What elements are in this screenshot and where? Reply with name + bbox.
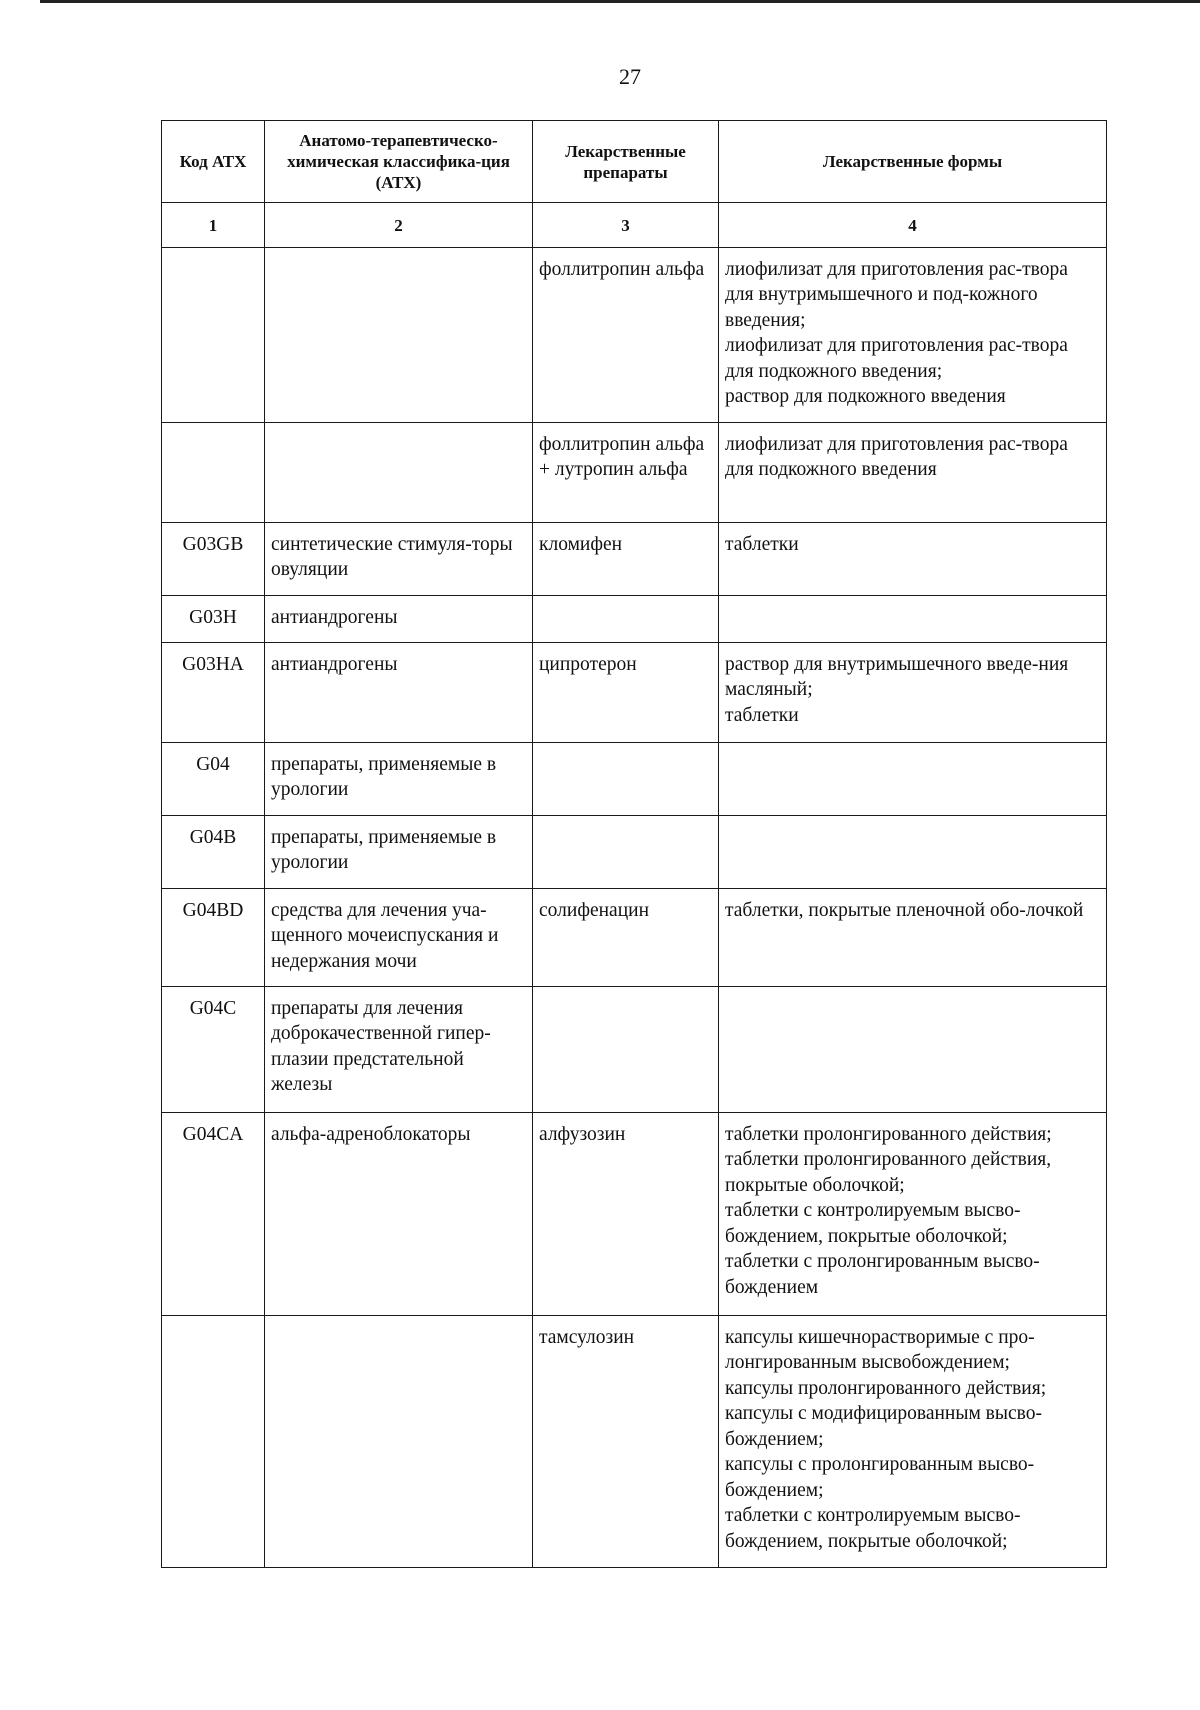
- drug-cell: ципротерон: [533, 642, 719, 742]
- table-row: [162, 642, 1107, 742]
- table-row: [162, 422, 1107, 522]
- dosage-form-entry: капсулы пролонгированного действия;: [725, 1377, 1047, 1399]
- atx-classification-cell: [265, 247, 533, 422]
- drug-cell: [533, 595, 719, 642]
- atx-classification-cell: препараты для лечения доброкачественной гипер-плазии предстательной железы: [265, 986, 533, 1112]
- atx-code-cell: [162, 247, 265, 422]
- dosage-forms-cell: [719, 1315, 1107, 1567]
- atx-code-cell: G03HA: [162, 642, 265, 742]
- dosage-form-entry: лиофилизат для приготовления рас-твора для внутримышечного и под-кожного введения;: [725, 258, 1068, 331]
- dosage-form-entry: таблетки с пролонгированным высво-бождением: [725, 1251, 1040, 1298]
- dosage-form-entry: таблетки: [725, 704, 799, 726]
- column-number-row: [162, 203, 1107, 248]
- atx-classification-cell: препараты, применяемые в урологии: [265, 815, 533, 888]
- atx-code-cell: [162, 1315, 265, 1567]
- dosage-forms-cell: [719, 742, 1107, 815]
- dosage-forms-cell: [719, 815, 1107, 888]
- atx-code-cell: G04BD: [162, 888, 265, 986]
- dosage-forms-cell: [719, 247, 1107, 422]
- dosage-form-entry: таблетки пролонгированного действия;: [725, 1123, 1052, 1145]
- table-row: [162, 1112, 1107, 1315]
- drug-cell: кломифен: [533, 522, 719, 595]
- table-row: [162, 522, 1107, 595]
- drug-cell: фоллитропин альфа + лутропин альфа: [533, 422, 719, 522]
- dosage-form-entry: лиофилизат для приготовления рас-твора для подкожного введения;: [725, 335, 1068, 382]
- table-row: [162, 1315, 1107, 1567]
- column-number: 1: [162, 203, 265, 248]
- atx-drug-table: [161, 120, 1107, 1568]
- table-body: [162, 247, 1107, 1567]
- atx-code-cell: G03H: [162, 595, 265, 642]
- dosage-form-entry: раствор для внутримышечного введе-ния масляный;: [725, 653, 1069, 700]
- dosage-form-entry: капсулы с модифицированным высво-бождением;: [725, 1403, 1042, 1450]
- drug-cell: [533, 986, 719, 1112]
- atx-classification-cell: [265, 1315, 533, 1567]
- atx-classification-cell: препараты, применяемые в урологии: [265, 742, 533, 815]
- dosage-form-entry: лиофилизат для приготовления рас-твора для подкожного введения: [725, 433, 1068, 480]
- dosage-form-entry: капсулы кишечнорастворимые с про-лонгированным высвобождением;: [725, 1326, 1035, 1373]
- atx-classification-cell: альфа-адреноблокаторы: [265, 1112, 533, 1315]
- drug-cell: [533, 815, 719, 888]
- atx-classification-cell: синтетические стимуля-торы овуляции: [265, 522, 533, 595]
- dosage-form-entry: таблетки: [725, 533, 799, 555]
- table-row: [162, 815, 1107, 888]
- atx-code-cell: [162, 422, 265, 522]
- drug-cell: алфузозин: [533, 1112, 719, 1315]
- atx-code-cell: G04B: [162, 815, 265, 888]
- atx-code-cell: G04CA: [162, 1112, 265, 1315]
- table-header-row: [162, 121, 1107, 203]
- top-edge-rule: [40, 0, 1200, 3]
- atx-code-cell: G03GB: [162, 522, 265, 595]
- dosage-form-entry: таблетки с контролируемым высво-бождением, покрытые оболочкой;: [725, 1200, 1021, 1247]
- header-atx-code: Код АТХ: [162, 121, 265, 203]
- dosage-form-entry: раствор для подкожного введения: [725, 386, 1006, 407]
- header-drugs: Лекарственные препараты: [533, 121, 719, 203]
- drug-cell: [533, 742, 719, 815]
- atx-code-cell: G04: [162, 742, 265, 815]
- header-dosage-forms: Лекарственные формы: [719, 121, 1107, 203]
- dosage-form-entry: таблетки, покрытые пленочной обо-лочкой: [725, 899, 1084, 921]
- dosage-form-entry: таблетки пролонгированного действия, покрытые оболочкой;: [725, 1149, 1052, 1196]
- dosage-forms-cell: [719, 642, 1107, 742]
- dosage-forms-cell: [719, 986, 1107, 1112]
- atx-classification-cell: средства для лечения уча-щенного мочеиспускания и недержания мочи: [265, 888, 533, 986]
- dosage-forms-cell: [719, 595, 1107, 642]
- column-number: 4: [719, 203, 1107, 248]
- dosage-forms-cell: [719, 422, 1107, 522]
- atx-classification-cell: антиандрогены: [265, 642, 533, 742]
- table-row: [162, 742, 1107, 815]
- drug-cell: тамсулозин: [533, 1315, 719, 1567]
- header-atx-classification: Анатомо-терапевтическо-химическая классифика-ция (АТХ): [265, 121, 533, 203]
- drug-cell: солифенацин: [533, 888, 719, 986]
- column-number: 3: [533, 203, 719, 248]
- drug-cell: фоллитропин альфа: [533, 247, 719, 422]
- dosage-forms-cell: [719, 888, 1107, 986]
- page-number: 27: [619, 64, 641, 89]
- column-number: 2: [265, 203, 533, 248]
- dosage-forms-cell: [719, 1112, 1107, 1315]
- dosage-form-entry: таблетки с контролируемым высво-бождением, покрытые оболочкой;: [725, 1505, 1021, 1552]
- table-row: [162, 595, 1107, 642]
- atx-classification-cell: антиандрогены: [265, 595, 533, 642]
- atx-code-cell: G04C: [162, 986, 265, 1112]
- table-row: [162, 247, 1107, 422]
- table-row: [162, 888, 1107, 986]
- dosage-form-entry: капсулы с пролонгированным высво-бождением;: [725, 1454, 1035, 1501]
- table-row: [162, 986, 1107, 1112]
- atx-classification-cell: [265, 422, 533, 522]
- dosage-forms-cell: [719, 522, 1107, 595]
